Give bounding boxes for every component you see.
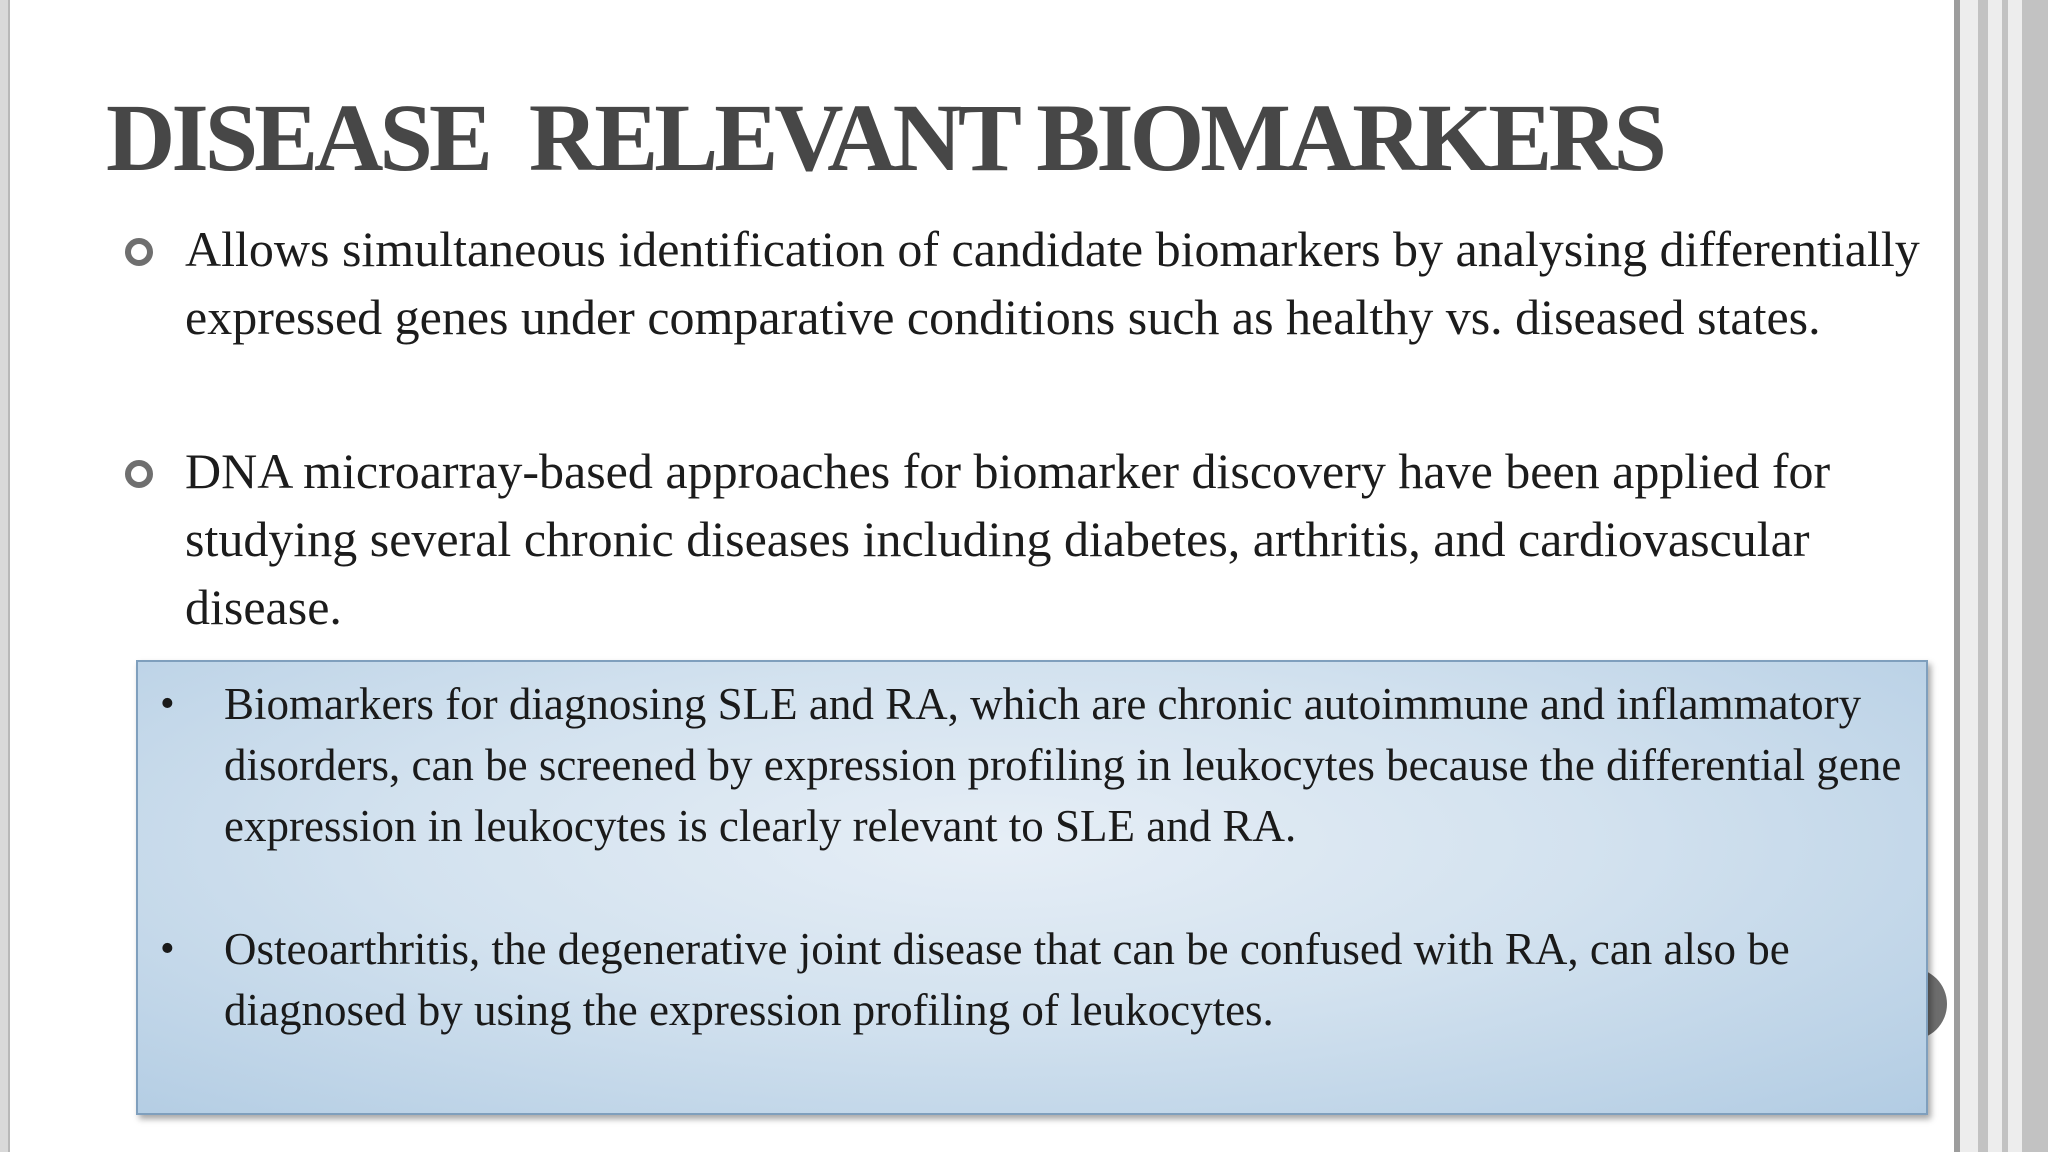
callout-text: Biomarkers for diagnosing SLE and RA, which are chronic autoimmune and inflammatory disorders, can be screened by expression profiling in leukocytes because the differential gene expression in leukocytes is clearly relevant to SLE and RA. — [224, 679, 1902, 851]
filled-dot-bullet-icon: • — [160, 681, 175, 727]
slide-title: DISEASE RELEVANT BIOMARKERS — [106, 84, 1663, 191]
bullet-text: DNA microarray-based approaches for biomarker discovery have been applied for studying several chronic diseases including diabetes, arthritis, and cardiovascular disease. — [185, 443, 1831, 635]
right-window-frame — [1960, 0, 2048, 1152]
frame-stripe — [1978, 0, 1988, 1152]
bullet-item — [185, 437, 1925, 641]
slide-edge — [1954, 0, 1960, 1152]
callout-text: Osteoarthritis, the degenerative joint disease that can be confused with RA, can also be diagnosed by using the expression profiling of leukocytes. — [224, 924, 1790, 1035]
bullet-text: Allows simultaneous identification of candidate biomarkers by analysing differentially expressed genes under comparative conditions such as healthy vs. diseased states. — [185, 221, 1920, 345]
frame-stripe — [2022, 0, 2048, 1152]
hollow-circle-bullet-icon — [125, 460, 153, 488]
callout-item — [160, 919, 1914, 1041]
left-window-frame — [0, 0, 10, 1152]
hollow-circle-bullet-icon — [125, 238, 153, 266]
frame-stripe — [2002, 0, 2008, 1152]
bullet-item — [185, 215, 1925, 351]
filled-dot-bullet-icon: • — [160, 926, 175, 972]
callout-box — [136, 660, 1928, 1115]
callout-item — [160, 674, 1914, 857]
